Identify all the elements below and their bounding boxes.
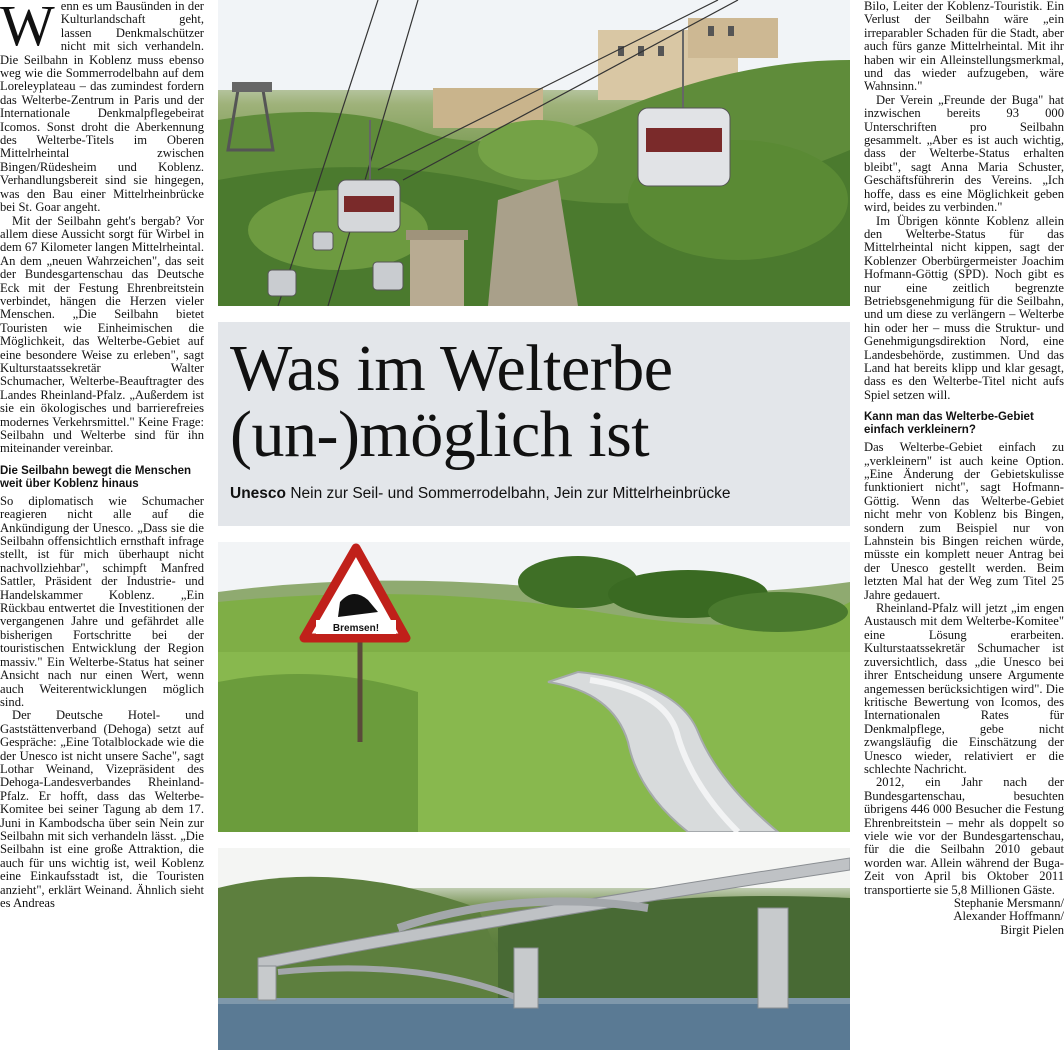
- author-line: Alexander Hoffmann/: [953, 909, 1064, 924]
- toboggan-illustration: [218, 542, 850, 832]
- headline-line-1: Was im Welterbe: [230, 332, 673, 405]
- kicker: Unesco: [230, 485, 286, 502]
- author-line: Birgit Pielen: [1000, 922, 1064, 937]
- subheadline-text: Nein zur Seil- und Sommerrodelbahn, Jein zur Mittelrheinbrücke: [290, 485, 731, 502]
- headline-line-2: (un-)möglich ist: [230, 398, 650, 471]
- body-paragraph: Bilo, Leiter der Koblenz-Touristik. Ein Verlust der Seilbahn wäre „ein irreparabler Schaden für die Stadt, aber auch fürs ganze Mittelrheintal. Mit ihr haben wir ein Alleinstellungsmerkmal, und das wieder aufzugeben, wäre Wahnsinn.": [864, 0, 1064, 94]
- subheading: Kann man das Welterbe-Gebiet einfach verkleinern?: [864, 411, 1034, 437]
- body-paragraph: Rheinland-Pfalz will jetzt „im engen Austausch mit dem Welterbe-Komitee" eine Lösung erarbeiten. Kulturstaatssekretär Schumacher ist zuversichtlich, dass „die Unesco bei ihrer Entscheidung unsere Argumente angemessen berücksichtigen wird". Die kritische Bewertung von Icomos, des Internationalen Rates für Denkmalpflege, gebe nicht zwangsläufig die Einschätzung der Unesco wieder, relativiert er die schlechte Nachricht.: [864, 601, 1064, 776]
- headline-box: [218, 322, 850, 526]
- dropcap-letter: W: [0, 0, 55, 58]
- bridge-illustration: [218, 848, 850, 1050]
- cable-car-photo: [218, 0, 850, 306]
- subheadline: [230, 485, 731, 503]
- body-paragraph: So diplomatisch wie Schumacher reagieren nicht alle auf die Ankündigung der Unesco. „Dass sie die Seilbahn offensichtlich ernsthaft infrage stellt, ist für mich überhaupt nicht nachvollziehbar", schimpft Manfred Sattler, Präsident der Industrie- und Handelskammer Koblenz. „Ein Rückbau entwertet die Investitionen der vergangenen Jahre und gefährdet alle bisherigen Fortschritte bei der touristischen Entwicklung der Region massiv." Ein Welterbe-Status hat seiner Ansicht nach nur einen Wert, wenn auch Weiterentwicklungen möglich sind.: [0, 493, 204, 709]
- body-paragraph: Der Verein „Freunde der Buga" hat inzwischen bereits 93 000 Unterschriften pro Seilbahn gesammelt. „Aber es ist auch wichtig, dass der Welterbe-Status erhalten bleibt", sagt Anna Maria Schuster, Geschäftsführerin des Vereins. „Ich hoffe, dass es eine Möglichkeit geben wird, beides zu verbinden.": [864, 92, 1064, 215]
- body-paragraph: 2012, ein Jahr nach der Bundesgartenschau, besuchten übrigens 446 000 Besucher die Festung Ehrenbreitstein – mehr als doppelt so viele wie vor der Bundesgartenschau, für die die Seilbahn 2010 gebaut worden war. Allein während der Buga-Zeit von April bis Oktober 2011 transportierte sie 5,8 Millionen Gäste.: [864, 775, 1064, 897]
- subheading: Die Seilbahn bewegt die Menschen weit über Koblenz hinaus: [0, 464, 192, 490]
- body-paragraph: Der Deutsche Hotel- und Gaststättenverband (Dehoga) setzt auf Gespräche: „Eine Totalblockade wie die der Unesco ist nicht unsere Sache", sagt Lothar Weinand, Vizepräsident des Dehoga-Landesverbandes Rheinland-Pfalz. Er hofft, dass das Welterbe-Komitee bei seiner Tagung ab dem 17. Juni in Kambodscha über sein Nein zur Seilbahn mit sich verhandeln lässt. „Die Seilbahn ist eine große Attraktion, die auch für uns wichtig ist, weil Koblenz eine Einkaufsstadt ist, die Touristen anzieht", erklärt Weinand. Ähnlich sieht es Andreas: [0, 708, 204, 910]
- bridge-rendering-photo: [218, 848, 850, 1050]
- sign-text: Bremsen!: [332, 623, 380, 634]
- body-paragraph: Im Übrigen könnte Koblenz allein den Welterbe-Status für das Mittelrheintal nicht kippen, sagt der Koblenzer Oberbürgermeister Joachim Hofmann-Göttig (SPD). Noch gibt es nur eine zeitlich begrenzte Betriebsgenehmigung für die Seilbahn, und um diese zu verlängern – Welterbe hin oder her – muss die Struktur- und Genehmigungsdirektion Nord, eine Landesbehörde, zustimmen. Und das Land hat bereits klipp und klar gesagt, dass es den Welterbe-Titel nicht aufs Spiel setzen will.: [864, 213, 1064, 402]
- cable-car-illustration: [218, 0, 850, 306]
- left-text-column: [0, 0, 204, 1050]
- body-paragraph: Mit der Seilbahn geht's bergab? Vor allem diese Aussicht sorgt für Wirbel in dem 67 Kilometer langen Mittelrheintal. An dem „neuen Wahrzeichen", das seit der Bundesgartenschau das Deutsche Eck mit der Festung Ehrenbreitstein verbindet, hängen die Herzen vieler Menschen. „Die Seilbahn bietet Touristen wie Einheimischen die Möglichkeit, das Welterbe-Gebiet auf eine besondere Weise zu erleben", sagt Kulturstaatssekretär Walter Schumacher, Welterbe-Beauftragter des Landes Rheinland-Pfalz. „Außerdem ist sie ein ökologisches und barrierefreies modernes Verkehrsmittel." Keine Frage: Seilbahn und Welterbe sind für ihn miteinander vereinbar.: [0, 213, 204, 456]
- headline: [230, 332, 673, 471]
- author-line: Stephanie Mersmann/: [953, 896, 1064, 910]
- intro-paragraph: Wenn es um Bausünden in der Kulturlandschaft geht, lassen Denkmalschützer nicht mit sich verhandeln. Die Seilbahn in Koblenz muss ebenso weg wie die Sommerrodelbahn auf dem Loreleyplateau – das zumindest fordern das Welterbe-Zentrum in Paris und der Internationale Denkmalpflegebeirat Icomos. Sonst droht die Aberkennung des Welterbe-Titels im Oberen Mittelrheintal zwischen Bingen/Rüdesheim und Koblenz. Verhandlungsbereit sind sie hingegen, was den Bau einer Mittelrheinbrücke bei St. Goar angeht.: [0, 0, 204, 215]
- right-text-column: [864, 0, 1064, 1050]
- toboggan-run-photo: [218, 542, 850, 832]
- body-paragraph: Das Welterbe-Gebiet einfach zu „verkleinern" ist auch keine Option. „Eine Änderung der Gebietskulisse funktioniert nicht", sagt Hofmann-Göttig. Wenn das Welterbe-Gebiet nicht mehr von Koblenz bis Bingen, sondern zum Beispiel nur von Lahnstein bis Bingen reichen würde, müsste ein komplett neuer Antrag bei der Unesco gestellt werden. Beim letzten Mal hat der Weg zum Titel 25 Jahre gedauert.: [864, 440, 1064, 602]
